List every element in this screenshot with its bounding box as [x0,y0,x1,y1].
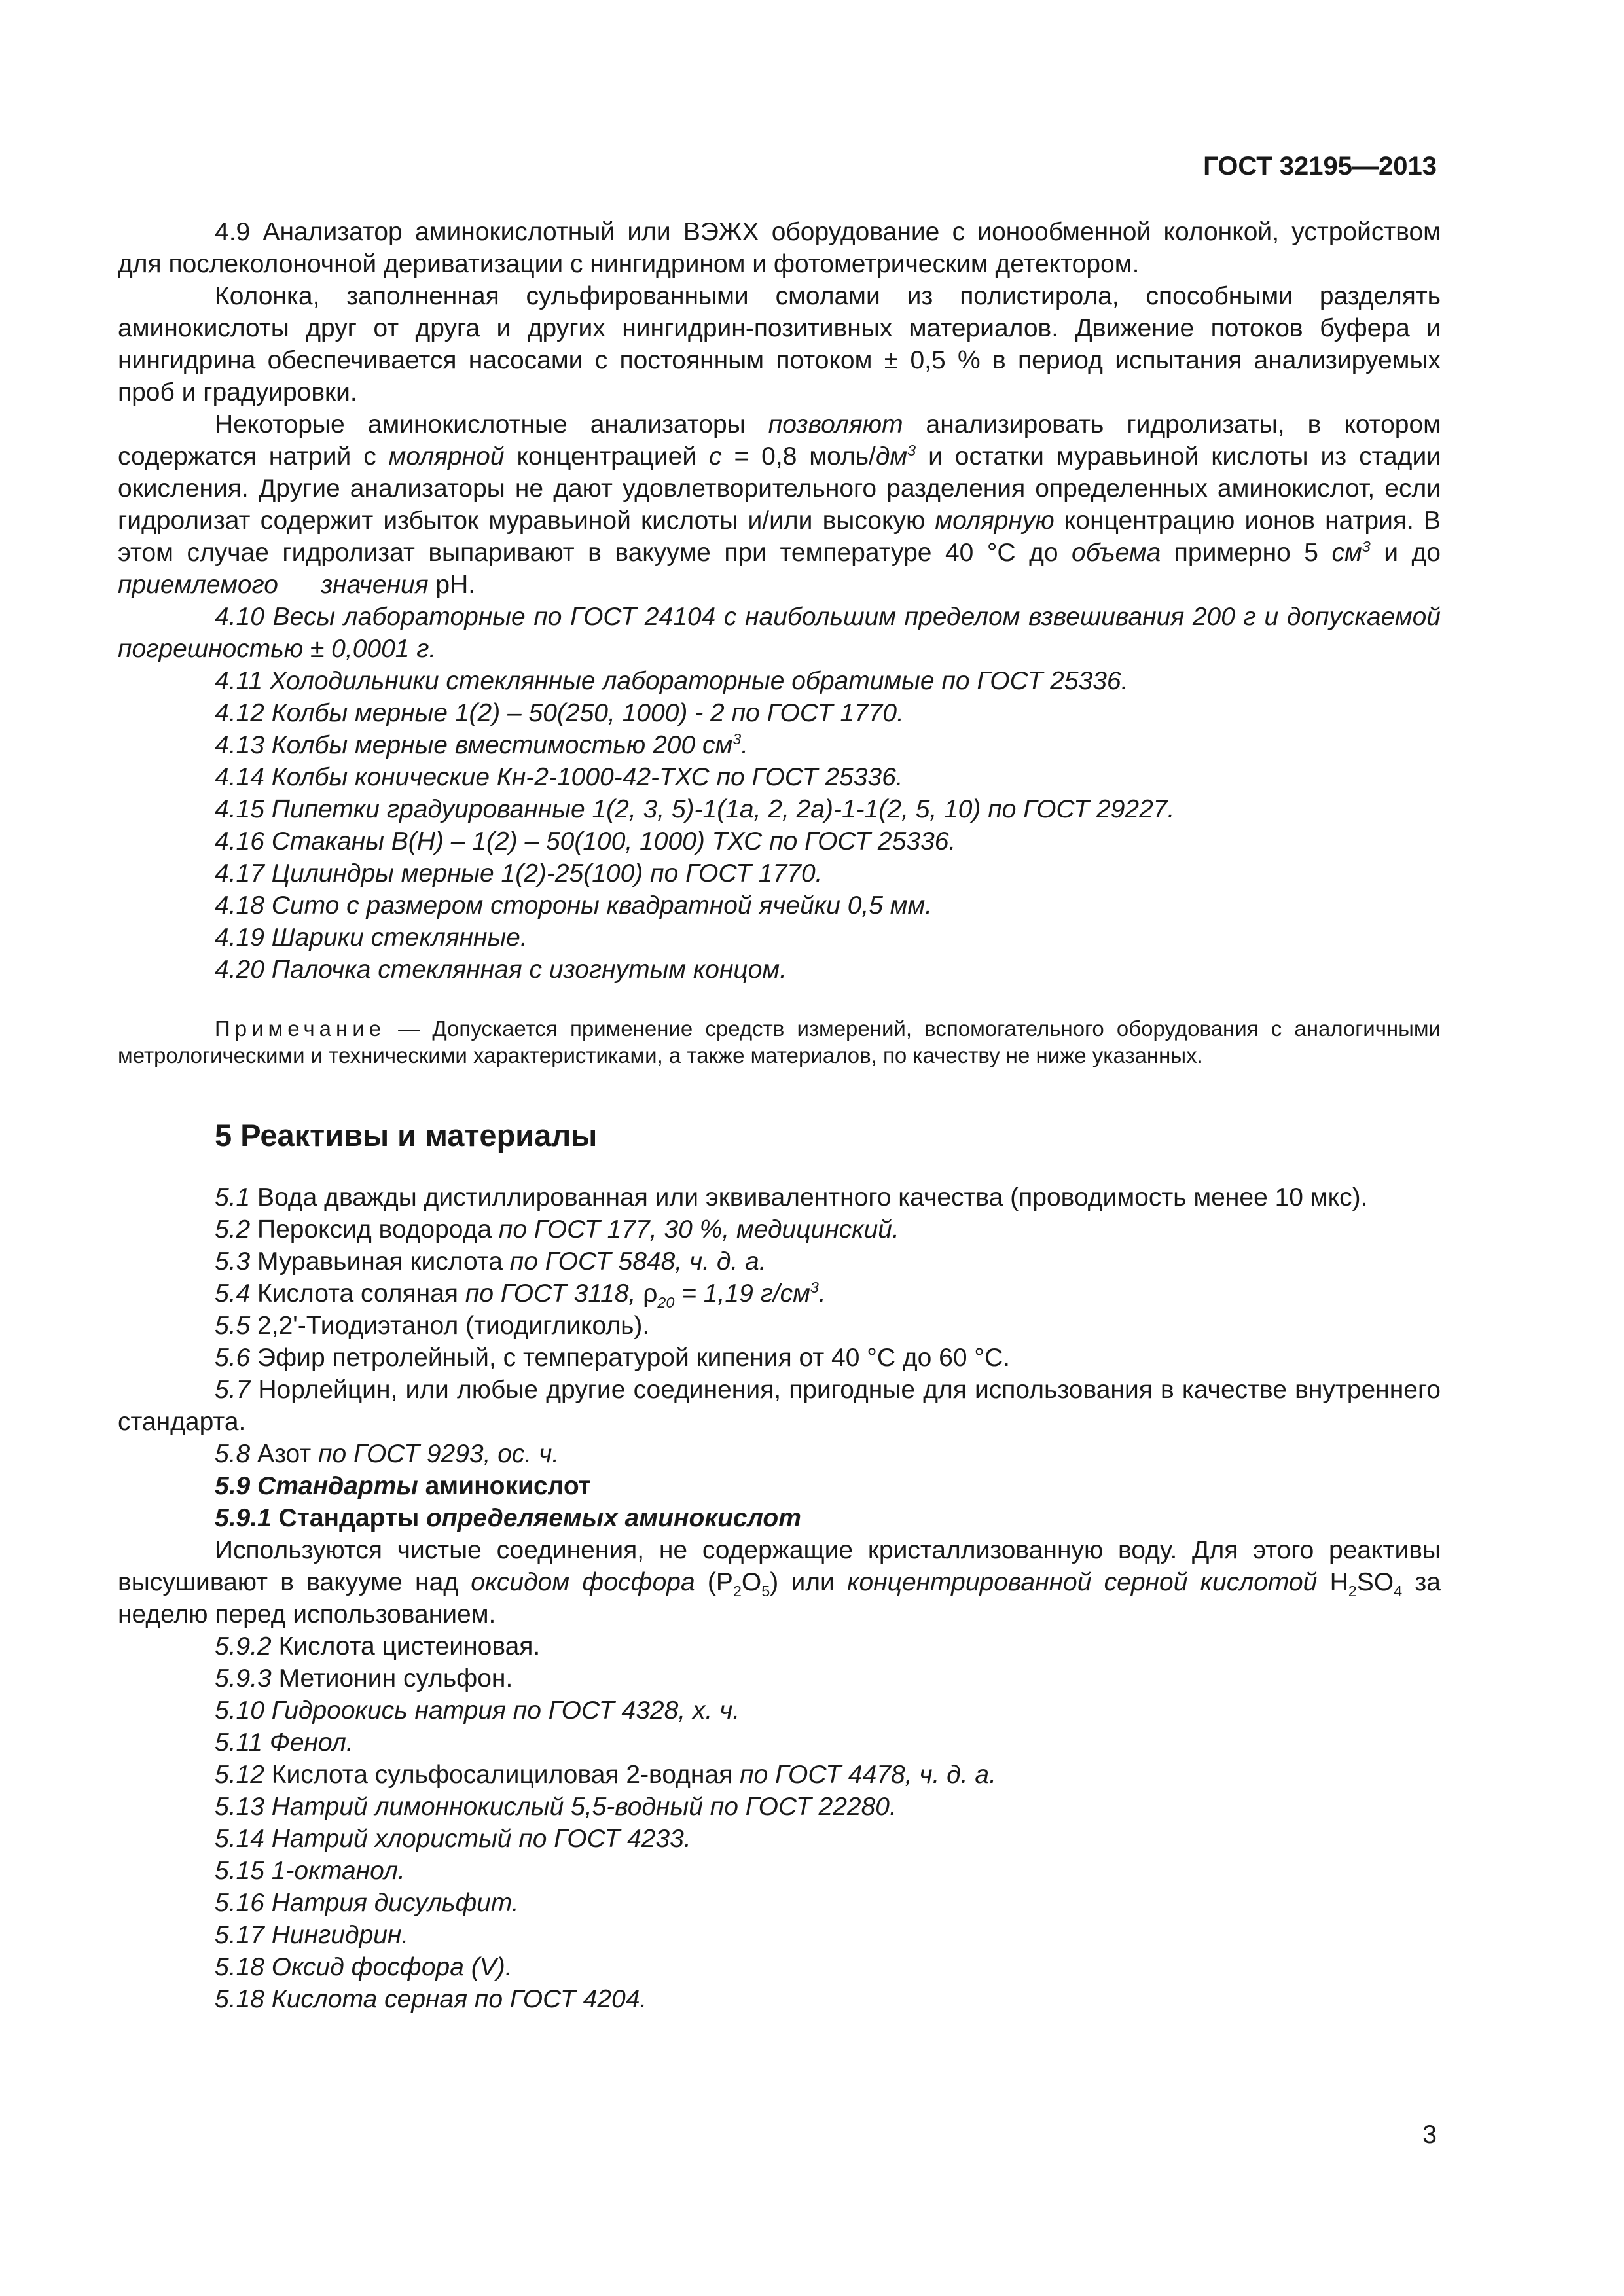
paragraph-5-6: 5.6 Эфир петролейный, с температурой кипения от 40 °С до 60 °С. [215,1344,1010,1372]
paragraph-5-9-2: 5.9.2 Кислота цистеиновая. [215,1632,541,1660]
document-standard-header: ГОСТ 32195—2013 [1203,152,1437,181]
paragraph-5-12: 5.12 Кислота сульфосалициловая 2-водная по ГОСТ 4478, ч. д. а. [215,1761,996,1789]
paragraph-5-18-phosphorus-oxide: 5.18 Оксид фосфора (V). [215,1953,513,1981]
paragraph-5-9: 5.9 Стандарты аминокислот [215,1472,591,1500]
list-item-4-17: 4.17 Цилиндры мерные 1(2)-25(100) по ГОСТ 1770. [215,859,823,888]
paragraph-5-17: 5.17 Нингидрин. [215,1921,409,1949]
list-item-4-16: 4.16 Стаканы В(Н) – 1(2) – 50(100, 1000) ТХС по ГОСТ 25336. [215,827,956,855]
list-item-4-19: 4.19 Шарики стеклянные. [215,924,528,952]
paragraph-5-9-1-text: Используются чистые соединения, не содержащие кристаллизованную воду. Для этого реактивы высушивают в вакууме над оксидом фосфора $(P_2O_5)$ или концентрированной серной кислотой $H_2SO_4$ за неделю перед использованием. [118,1536,1441,1628]
note-label: Примечание [215,1016,386,1041]
paragraph-5-3: 5.3 Муравьиная кислота по ГОСТ 5848, ч. д. а. [215,1247,767,1276]
paragraph-5-4: 5.4 Кислота соляная по ГОСТ 3118, $\rho_{20} = 1,19$ $г/см^3$. [215,1279,826,1311]
list-item-4-12: 4.12 Колбы мерные 1(2) – 50(250, 1000) - 2 по ГОСТ 1770. [215,699,904,727]
paragraph-column: Колонка, заполненная сульфированными смолами из полистирола, способными разделять аминокислоты друг от друга и других нингидрин-позитивных материалов. Движение потоков буфера и нингидрина обеспечивается насосами с постоянным потоком ± 0,5 % в период испытания анализируемых проб и градуировки. [118,282,1441,406]
note [118,1015,1441,1069]
page-content [118,216,1441,2015]
list-item-4-14: 4.14 Колбы конические Кн-2-1000-42-ТХС по ГОСТ 25336. [215,763,903,791]
list-item-4-13: 4.13 Колбы мерные вместимостью 200 $см^3$. [215,730,749,759]
paragraph-5-16: 5.16 Натрия дисульфит. [215,1889,519,1917]
note-text: — Допускается применение средств измерений, вспомогательного оборудования с аналогичными метрологическими и техническими характеристиками, а также материалов, по качеству не ниже указанных. [118,1016,1441,1067]
list-item-4-11: 4.11 Холодильники стеклянные лабораторные обратимые по ГОСТ 25336. [215,667,1128,695]
paragraph-5-9-1: 5.9.1 Стандарты определяемых аминокислот [215,1504,801,1532]
list-item-4-18: 4.18 Сито с размером стороны квадратной ячейки 0,5 мм. [215,891,933,920]
page-number: 3 [1422,2121,1437,2149]
paragraph-5-14: 5.14 Натрий хлористый по ГОСТ 4233. [215,1825,691,1853]
paragraph-analyzers: Некоторые аминокислотные анализаторы позволяют анализировать гидролизаты, в котором содержатся натрий с молярной концентрацией с = 0,8 моль/$дм^3$ и остатки муравьиной кислоты из стадии окисления. Другие анализаторы не дают удовлетворительного разделения определенных аминокислот, если гидролизат содержит избыток муравьиной кислоты и/или высокую молярную концентрацию ионов натрия. В этом случае гидролизат выпаривают в вакууме при температуре 40 °С до объема примерно 5 $см^3$ и до приемлемого значения pH. [118,410,1441,599]
paragraph-5-18-sulfuric-acid: 5.18 Кислота серная по ГОСТ 4204. [215,1985,647,2013]
paragraph-5-15: 5.15 1-октанол. [215,1857,405,1885]
list-item-4-15: 4.15 Пипетки градуированные 1(2, 3, 5)-1(1а, 2, 2а)-1-1(2, 5, 10) по ГОСТ 29227. [215,795,1175,823]
list-item-4-20: 4.20 Палочка стеклянная с изогнутым концом. [215,956,787,984]
list-item-4-10: 4.10 Весы лабораторные по ГОСТ 24104 с наибольшим пределом взвешивания 200 г и допускаемой погрешностью ± 0,0001 г. [118,603,1441,663]
paragraph-5-5: 5.5 2,2'-Тиодиэтанол (тиодигликоль). [215,1312,650,1340]
paragraph-5-7: 5.7 Норлейцин, или любые другие соединения, пригодные для использования в качестве внутреннего стандарта. [118,1376,1441,1436]
paragraph-5-1: 5.1 Вода дважды дистиллированная или эквивалентного качества (проводимость менее 10 мкс). [215,1183,1368,1211]
paragraph-5-9-3: 5.9.3 Метионин сульфон. [215,1664,513,1693]
section-heading-5: 5 Реактивы и материалы [215,1118,598,1153]
paragraph-4-9: 4.9 Анализатор аминокислотный или ВЭЖХ оборудование с ионообменной колонкой, устройством для послеколоночной дериватизации с нингидрином и фотометрическим детектором. [118,218,1441,278]
paragraph-5-8: 5.8 Азот по ГОСТ 9293, ос. ч. [215,1440,560,1468]
paragraph-5-11: 5.11 Фенол. [215,1729,353,1757]
paragraph-5-13: 5.13 Натрий лимоннокислый 5,5-водный по ГОСТ 22280. [215,1793,897,1821]
paragraph-5-10: 5.10 Гидроокись натрия по ГОСТ 4328, х. ч. [215,1696,740,1725]
paragraph-5-2: 5.2 Пероксид водорода по ГОСТ 177, 30 %, медицинский. [215,1215,899,1244]
